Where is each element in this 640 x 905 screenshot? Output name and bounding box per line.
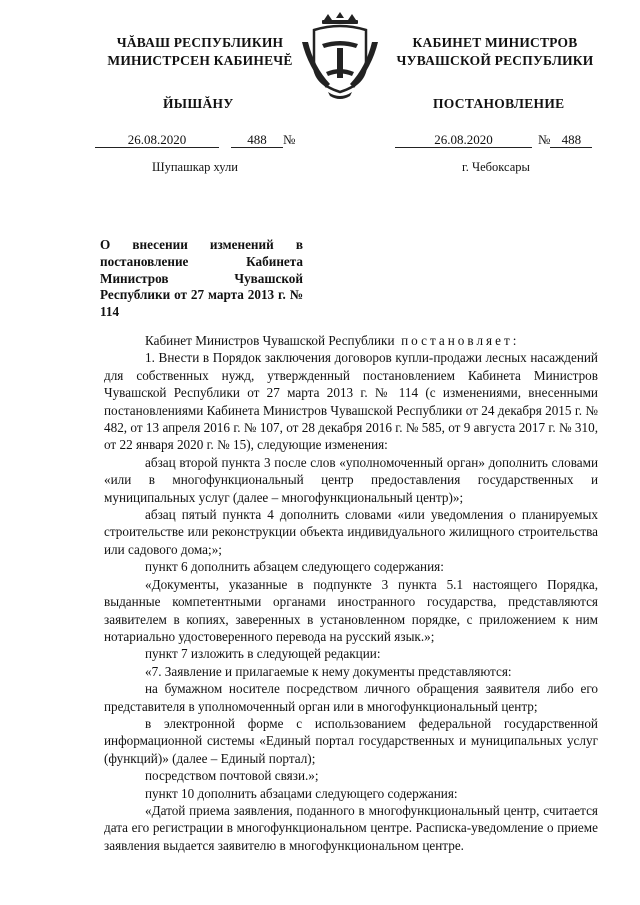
body-paragraph-1: 1. Внести в Порядок заключения договоров купли-продажи лесных насаждений для собственных нужд, утвержденный постановлением Кабинета Министров Чувашской Республики от 27 марта 2013 г. № 114 (с изменениями, внесенными постановлениями Кабинета Министров Чувашской Республики от 24 декабря 2015 г. № 482, от 13 апреля 2016 г. № 107, от 28 декабря 2016 г. № 585, от 9 августа 2017 г. № 310, от 22 января 2020 г. № 15), следующие изменения: xyxy=(104,350,598,453)
body-paragraph-5: «Документы, указанные в подпункте 3 пункта 5.1 настоящего Порядка, выданные компетентными органами иностранного государства, представляются заявителем в копиях, заверенных в установленном порядке, с приложением к ним нотариально удостоверенного перевода на русский язык.»; xyxy=(104,576,598,644)
body-paragraph-8: на бумажном носителе посредством личного обращения заявителя либо его представителя в уполномоченный орган или в многофункциональный центр; xyxy=(104,681,598,714)
body-paragraph-12: «Датой приема заявления, поданного в многофункциональный центр, считается дата его регистрации в многофункциональном центре. Расписка-уведомление о приеме заявления выдается заявителю в многофункциональном центре. xyxy=(104,802,598,853)
left-doc-type: ЙЫШĂНУ xyxy=(163,96,234,111)
body-paragraph-7: «7. Заявление и прилагаемые к нему документы представляются: xyxy=(145,663,512,679)
preamble-text: Кабинет Министров Чувашской Республики xyxy=(145,333,395,348)
left-number-sign: № xyxy=(283,132,296,147)
body-paragraph-0 xyxy=(104,332,598,349)
left-date: 26.08.2020 xyxy=(95,132,219,148)
header-right-org xyxy=(380,34,610,70)
right-date: 26.08.2020 xyxy=(395,132,532,148)
body-paragraph-2: абзац второй пункта 3 после слов «уполномоченный орган» дополнить словами «или в многофункциональный центр предоставления государственных и муниципальных услуг (далее – многофункциональный центр)»; xyxy=(104,454,598,505)
header-left-line2: МИНИСТРСЕН КАБИНЕЧĔ xyxy=(107,53,293,68)
header-left-line1: ЧĂВАШ РЕСПУБЛИКИН xyxy=(116,35,284,50)
document-body xyxy=(104,332,598,854)
body-paragraph-6: пункт 7 изложить в следующей редакции: xyxy=(145,646,381,662)
header-right-line2: ЧУВАШСКОЙ РЕСПУБЛИКИ xyxy=(396,53,594,68)
right-number-sign: № xyxy=(538,132,551,147)
right-place: г. Чебоксары xyxy=(462,160,530,174)
chuvash-coat-of-arms-emblem xyxy=(300,12,380,102)
body-paragraph-4: пункт 6 дополнить абзацем следующего содержания: xyxy=(145,559,444,575)
body-paragraph-11: пункт 10 дополнить абзацами следующего содержания: xyxy=(145,785,458,801)
right-date-number-row xyxy=(395,132,592,148)
body-paragraph-9: в электронной форме с использованием федеральной государственной информационной системы «Единый портал государственных и муниципальных услуг (функций)» (далее – Единый портал); xyxy=(104,715,598,766)
body-paragraph-3: абзац пятый пункта 4 дополнить словами «или уведомления о планируемых строительстве или реконструкции объекта индивидуального жилищного строительства или садового дома;»; xyxy=(104,507,598,557)
preamble-verb: постановляет: xyxy=(401,333,520,348)
body-paragraph-10: посредством почтовой связи.»; xyxy=(145,768,319,784)
right-number: 488 xyxy=(550,132,592,148)
header-right-line1: КАБИНЕТ МИНИСТРОВ xyxy=(412,35,578,50)
header-left-org xyxy=(90,34,310,70)
left-date-number-row xyxy=(95,132,295,148)
left-place: Шупашкар хули xyxy=(152,160,238,174)
right-doc-type: ПОСТАНОВЛЕНИЕ xyxy=(433,96,565,111)
left-number: 488 xyxy=(231,132,283,148)
document-title: О внесении изменений в постановление Кабинета Министров Чувашской Республики от 27 марта 2013 г. № 114 xyxy=(100,237,303,320)
